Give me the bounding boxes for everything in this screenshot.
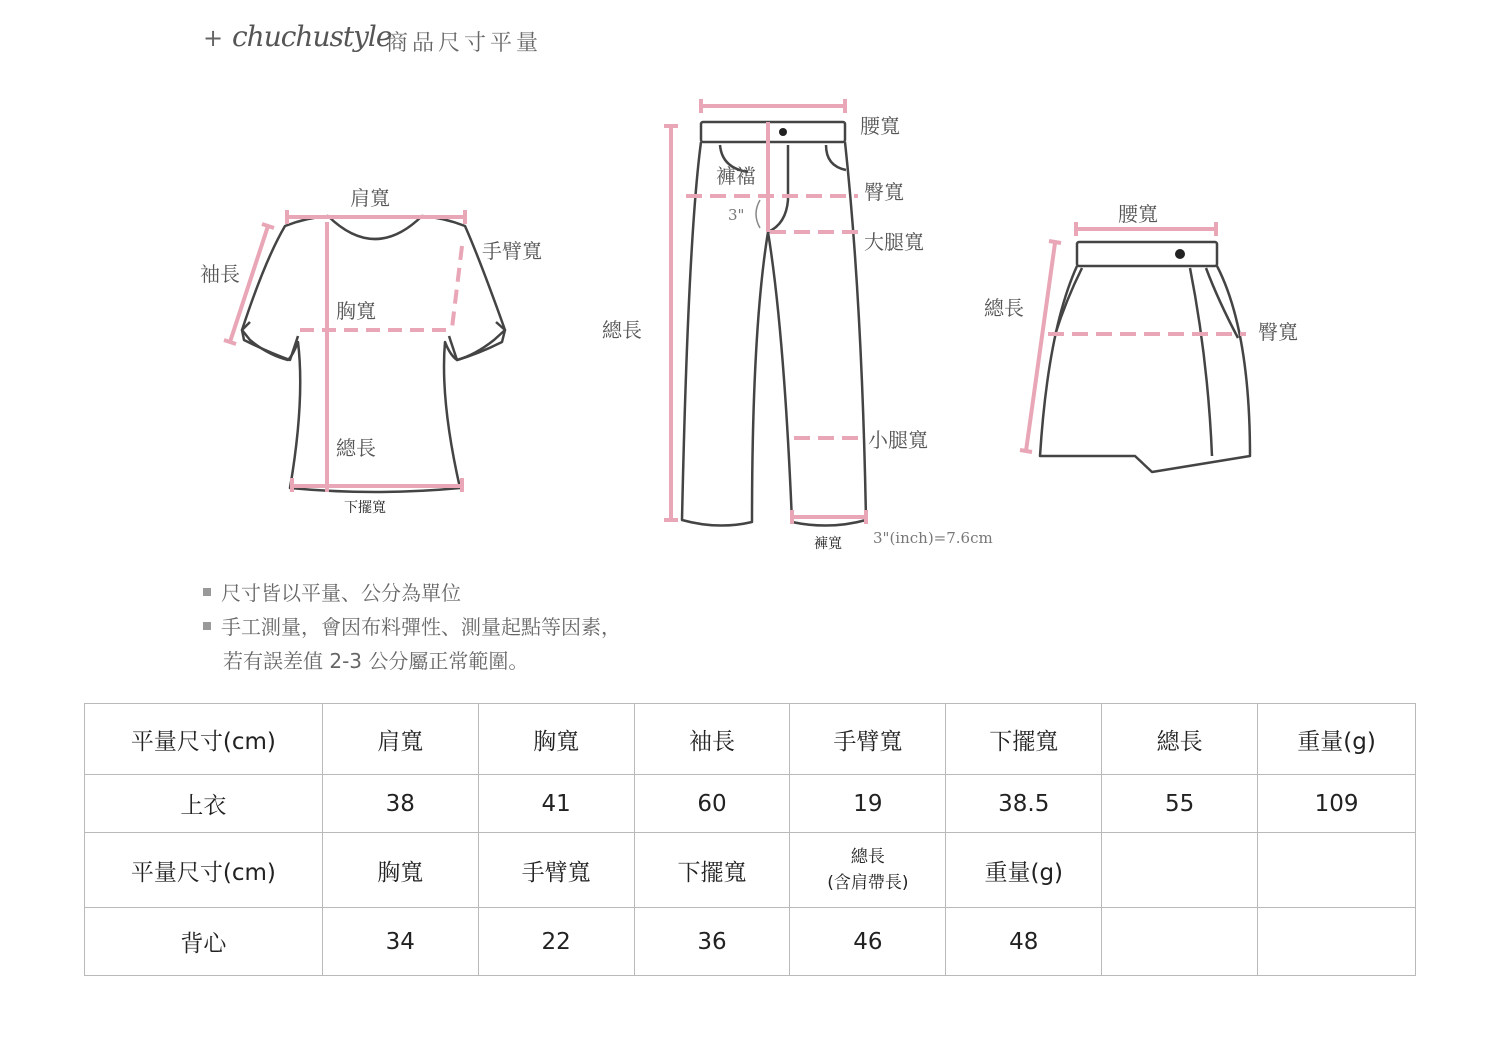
table-cell — [1102, 908, 1258, 976]
measurement-notes — [203, 576, 621, 678]
pants-opening-label: 褲寬 — [814, 536, 842, 552]
table-cell: 36 — [634, 908, 790, 976]
table-cell: 19 — [790, 775, 946, 833]
table-cell: 總長 — [1102, 704, 1258, 775]
skirt-outline — [1040, 242, 1250, 472]
note-line-2: 手工測量，會因布料彈性、測量起點等因素， — [221, 615, 621, 639]
tshirt-hem-label: 下擺寬 — [344, 500, 386, 516]
table-cell: 重量(g) — [946, 833, 1102, 908]
table-cell: 38.5 — [946, 775, 1102, 833]
pants-button-icon — [779, 128, 787, 136]
tshirt-length-label: 總長 — [336, 436, 376, 460]
table-cell: 袖長 — [634, 704, 790, 775]
tshirt-arm-label: 手臂寬 — [482, 239, 542, 263]
table-row — [85, 775, 1416, 833]
table-cell: 109 — [1258, 775, 1416, 833]
table-row — [85, 908, 1416, 976]
table-cell: 手臂寬 — [478, 833, 634, 908]
table-row — [85, 704, 1416, 775]
inch-conversion-note: 3"(inch)=7.6cm — [873, 529, 993, 547]
table-cell: 60 — [634, 775, 790, 833]
pants-outline — [682, 122, 866, 526]
table-cell: 背心 — [85, 908, 323, 976]
pants-calf-label: 小腿寬 — [868, 428, 928, 452]
table-row — [85, 833, 1416, 908]
table-cell: 下擺寬 — [634, 833, 790, 908]
table-cell: 55 — [1102, 775, 1258, 833]
pants-hip-label: 臀寬 — [864, 180, 904, 204]
table-cell: 胸寬 — [478, 704, 634, 775]
table-cell: 38 — [322, 775, 478, 833]
skirt-waist-label: 腰寬 — [1118, 202, 1158, 226]
table-cell: 肩寬 — [322, 704, 478, 775]
vest-length-label: 總長 — [850, 847, 885, 867]
brand-logo: chuchustyle — [232, 20, 392, 53]
pants-measure-lines — [664, 99, 866, 524]
pants-rise-label: 褲襠 — [716, 164, 756, 188]
skirt-hip-label: 臀寬 — [1258, 320, 1298, 344]
table-cell: 46 — [790, 908, 946, 976]
table-cell: 41 — [478, 775, 634, 833]
skirt-button-icon — [1175, 249, 1185, 259]
header-plus: + — [203, 24, 224, 52]
vest-length-sub: (含肩帶長) — [827, 873, 909, 893]
table-cell: 下擺寬 — [946, 704, 1102, 775]
size-table — [84, 703, 1416, 976]
tshirt-chest-label: 胸寬 — [336, 299, 376, 323]
pants-length-label: 總長 — [602, 318, 642, 342]
table-cell — [1258, 908, 1416, 976]
note-line-1: 尺寸皆以平量、公分為單位 — [221, 581, 461, 605]
skirt-length-label: 總長 — [984, 296, 1024, 320]
table-cell: 48 — [946, 908, 1102, 976]
table-cell: 平量尺寸(cm) — [85, 833, 323, 908]
table-cell: 手臂寬 — [790, 704, 946, 775]
table-cell — [1102, 833, 1258, 908]
pants-rise-note: 3" — [728, 206, 745, 224]
table-cell: 重量(g) — [1258, 704, 1416, 775]
note-line-3: 若有誤差值 2-3 公分屬正常範圍。 — [223, 649, 529, 673]
pants-thigh-label: 大腿寬 — [864, 230, 924, 254]
tshirt-sleeve-label: 袖長 — [200, 262, 240, 286]
page-title: 商品尺寸平量 — [386, 31, 543, 56]
bullet-icon — [203, 622, 211, 630]
table-cell: 上衣 — [85, 775, 323, 833]
table-cell: 胸寬 — [322, 833, 478, 908]
table-cell: 22 — [478, 908, 634, 976]
bullet-icon — [203, 588, 211, 596]
tshirt-shoulder-label: 肩寬 — [350, 186, 390, 210]
table-cell: 平量尺寸(cm) — [85, 704, 323, 775]
pants-waist-label: 腰寬 — [860, 114, 900, 138]
table-cell: 34 — [322, 908, 478, 976]
table-cell-vest-length — [790, 833, 946, 908]
table-cell — [1258, 833, 1416, 908]
